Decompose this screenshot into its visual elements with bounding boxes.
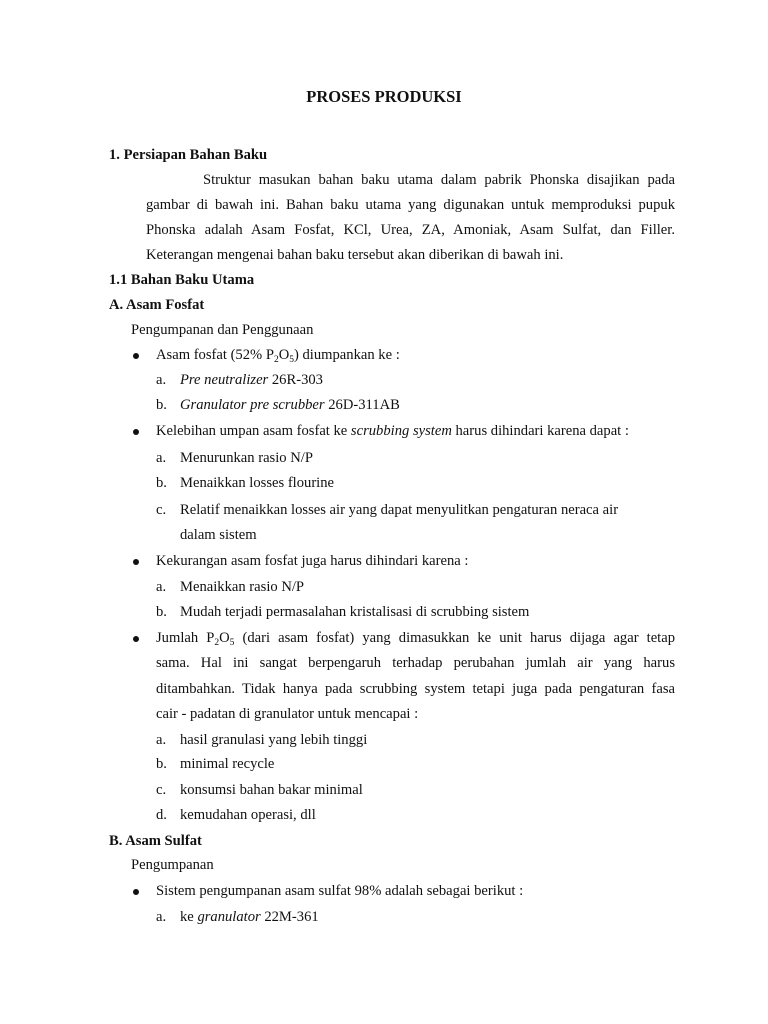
bullet-icon [133,889,139,895]
bullet-text: Kelebihan umpan asam fosfat ke scrubbing system harus dihindari karena dapat : [156,423,629,439]
bullet-icon [133,429,139,435]
list-marker: b. [156,475,167,491]
list-item: Relatif menaikkan losses air yang dapat menyulitkan pengaturan neraca air [180,502,619,518]
list-marker: b. [156,756,167,772]
list-item: hasil granulasi yang lebih tinggi [180,732,368,748]
list-item: Pre neutralizer 26R-303 [180,372,323,388]
section-heading-bahan-baku-utama: 1.1 Bahan Baku Utama [109,272,255,288]
bullet-icon [133,559,139,565]
list-marker: a. [156,909,167,925]
paragraph-line: gambar di bawah ini. Bahan baku utama yang digunakan untuk memproduksi pupuk [146,197,675,213]
bullet-text: Sistem pengumpanan asam sulfat 98% adalah sebagai berikut : [156,883,524,899]
bullet-text: Asam fosfat (52% $P_2O_5$) diumpankan ke : [156,347,400,365]
section-heading-persiapan: 1. Persiapan Bahan Baku [109,147,268,163]
bullet-icon [133,353,139,359]
list-marker: c. [156,782,167,798]
list-item: Granulator pre scrubber 26D-311AB [180,397,400,413]
list-item: Menurunkan rasio N/P [180,450,313,466]
list-item: Menaikkan losses flourine [180,475,335,491]
list-marker: b. [156,604,167,620]
list-item: konsumsi bahan bakar minimal [180,782,363,798]
list-marker: c. [156,502,167,518]
sub-label: Pengumpanan [131,857,214,873]
sub-label: Pengumpanan dan Penggunaan [131,322,314,338]
list-item: minimal recycle [180,756,275,772]
list-marker: a. [156,372,167,388]
bullet-text: Jumlah $P_2O_5$ (dari asam fosfat) yang dimasukkan ke unit harus dijaga agar tetap [156,630,675,648]
list-item: kemudahan operasi, dll [180,807,316,823]
subsection-heading-asam-sulfat: B. Asam Sulfat [109,833,202,849]
bullet-icon [133,636,139,642]
list-marker: a. [156,732,167,748]
page-title: PROSES PRODUKSI [306,87,462,106]
list-item: ke granulator 22M-361 [180,909,319,925]
bullet-text: Kekurangan asam fosfat juga harus dihindari karena : [156,553,469,569]
list-marker: a. [156,579,167,595]
list-marker: a. [156,450,167,466]
list-item: Menaikkan rasio N/P [180,579,305,595]
paragraph-line: ditambahkan. Tidak hanya pada scrubbing system tetapi juga pada pengaturan fasa [156,681,675,697]
paragraph-line: Keterangan mengenai bahan baku tersebut akan diberikan di bawah ini. [146,247,564,263]
list-marker: b. [156,397,167,413]
list-marker: d. [156,807,167,823]
paragraph-line: cair - padatan di granulator untuk mencapai : [156,706,419,722]
paragraph-line: Struktur masukan bahan baku utama dalam pabrik Phonska disajikan pada [203,172,675,188]
list-item-continued: dalam sistem [180,527,257,543]
list-item: Mudah terjadi permasalahan kristalisasi di scrubbing sistem [180,604,530,620]
paragraph-line: sama. Hal ini sangat berpengaruh terhadap perubahan jumlah air yang harus [156,655,675,671]
subsection-heading-asam-fosfat: A. Asam Fosfat [109,297,205,313]
paragraph-line: Phonska adalah Asam Fosfat, KCl, Urea, ZA, Amoniak, Asam Sulfat, dan Filler. [146,222,675,238]
